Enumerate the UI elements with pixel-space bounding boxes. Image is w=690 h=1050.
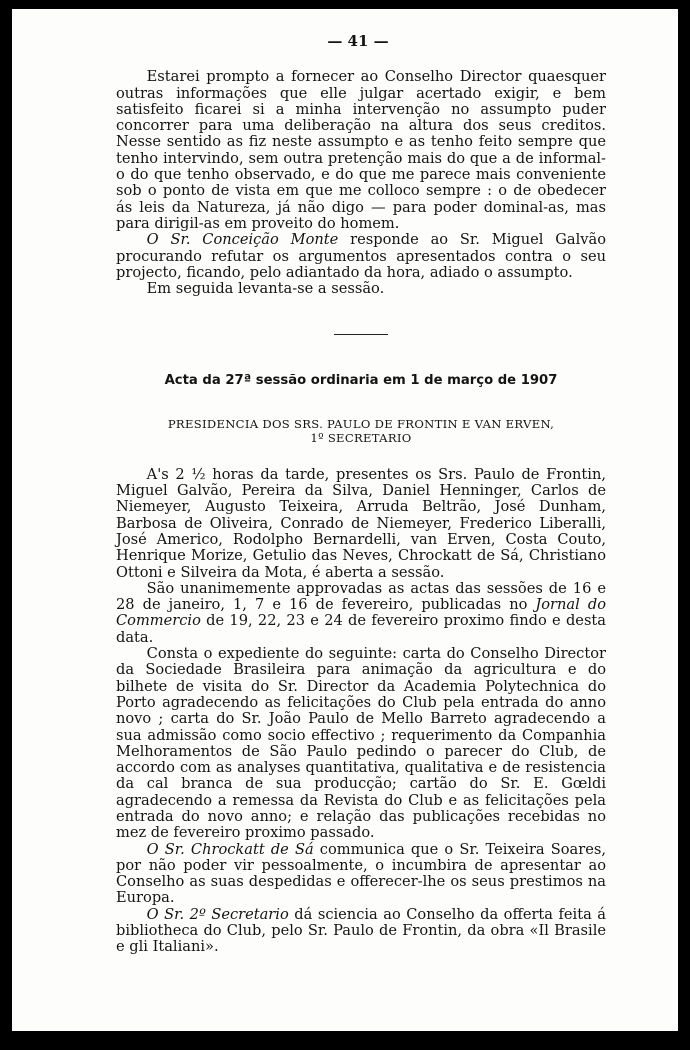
paragraph-expediente: Consta o expediente do seguinte: carta do Conselho Director da Sociedade Brasileira para animação da agricultura e do bilhete de visita do Sr. Director da Academia Polytechnica do Porto agradecendo as felicitações do Club pela entrada do anno novo ; carta do Sr. João Paulo de Mello Barreto agradecendo a sua admissão como socio effectivo ; requerimento da Companhia Melhoramentos de São Paulo pedindo o parecer do Club, de accordo com as analyses quantitativa, qualitativa e de resistencia da cal branca de sua producção; cartão do Sr. E. Gœldi agradecendo a remessa da Revista do Club e as felicitações pela entrada do novo anno; e relação das publicações recebidas no mez de fevereiro proximo passado. (116, 645, 606, 842)
paragraph-attendance: A's 2 ½ horas da tarde, presentes os Srs. Paulo de Frontin, Miguel Galvão, Pereira da Silva, Daniel Henninger, Carlos de Niemeyer, Augusto Teixeira, Arruda Beltrão, José Dunham, Barbosa de Oliveira, Conrado de Niemeyer, Frederico Liberalli, José Americo, Rodolpho Bernardelli, van Erven, Costa Couto, Henrique Morize, Getulio das Neves, Chrockatt de Sá, Christiano Ottoni e Silveira da Mota, é aberta a sessão. (116, 465, 606, 581)
paragraph-secretario (116, 907, 606, 956)
speaker-name: O Sr. 2º Secretario (146, 905, 289, 923)
paragraph-minutes-approved (116, 581, 606, 646)
paragraph-session-close: Em seguida levanta-se a sessão. (146, 280, 385, 298)
section-divider (334, 334, 388, 335)
paragraph-chrockatt (116, 842, 606, 907)
paragraph-text: dá sciencia ao Conselho da offerta feita á bibliotheca do Club, pelo Sr. Paulo de Frontin, da obra «Il Brasile e gli Italiani». (116, 905, 606, 956)
presidencia-line: PRESIDENCIA DOS SRS. PAULO DE FRONTIN E VAN ERVEN, (167, 416, 555, 431)
scanned-page (12, 9, 678, 1031)
acta-title: Acta da 27ª sessão ordinaria em 1 de março de 1907 (164, 373, 558, 389)
presidencia-heading (116, 417, 606, 445)
paragraph-text: de 19, 22, 23 e 24 de fevereiro proximo findo e desta data. (116, 612, 606, 646)
paragraph-text: São unanimemente approvadas as actas das sessões de 16 e 28 de janeiro, 1, 7 e 16 de fevereiro, publicadas no (116, 579, 606, 614)
speaker-name: O Sr. Conceição Monte (146, 231, 339, 249)
paragraph-conclusion: Estarei prompto a fornecer ao Conselho Director quaesquer outras informações que elle julgar acertado exigir, e bem satisfeito ficarei si a minha intervenção no assumpto puder concorrer para uma deliberação na altura dos seus creditos. Nesse sentido as fiz neste assumpto e as tenho feito sempre que tenho intervindo, sem outra pretenção mais do que a de informal-o do que tenho observado, e do que me parece mais conveniente sob o ponto de vista em que me colloco sempre : o de obedecer ás leis da Natureza, já não digo — para poder dominal-as, mas para dirigil-as em proveito do homem. (116, 68, 606, 232)
page-number: — 41 — (327, 32, 389, 50)
secretario-line: 1º SECRETARIO (310, 430, 412, 445)
paragraph-text: responde ao Sr. Miguel Galvão procurando refutar os argumentos apresentados contra o seu projecto, ficando, pelo adiantado da hora, adiado o assumpto. (116, 231, 606, 281)
journal-name: Jornal do Commercio (116, 596, 606, 630)
paragraph-conceicao-monte (116, 232, 606, 281)
paragraph-text: communica que o Sr. Teixeira Soares, por não poder vir pessoalmente, o incumbira de apresentar ao Conselho as suas despedidas e offerecer-lhe os seus prestimos na Europa. (116, 840, 606, 907)
speaker-name: O Sr. Chrockatt de Sá (146, 840, 314, 858)
page-content (116, 33, 606, 956)
